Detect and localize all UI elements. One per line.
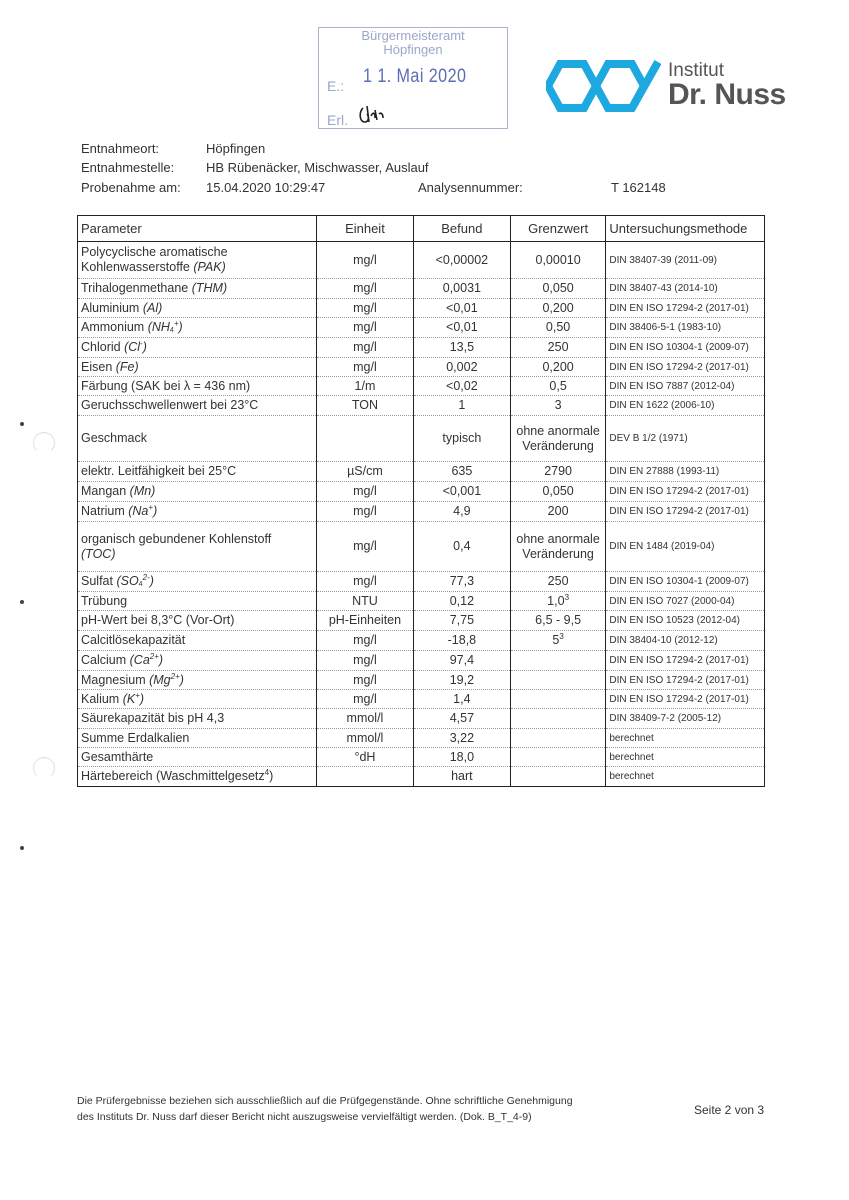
cell-parameter bbox=[78, 358, 317, 377]
stamp-erl-label: Erl. bbox=[327, 112, 348, 128]
limit-value: 2790 bbox=[544, 464, 572, 478]
table-row bbox=[78, 611, 765, 631]
footer-line2: des Instituts Dr. Nuss darf dieser Bericht nicht auszugsweise vervielfältigt werden. (Dok. B_T_4-9) bbox=[77, 1111, 532, 1123]
cell-limit bbox=[510, 502, 606, 522]
cell-method: DIN 38407-43 (2014-10) bbox=[606, 279, 765, 299]
limit-value: 1,0 bbox=[547, 593, 565, 608]
logo-line1: Institut bbox=[668, 60, 724, 81]
cell-parameter bbox=[78, 462, 317, 482]
cell-unit: mg/l bbox=[316, 279, 413, 299]
cell-unit: mmol/l bbox=[316, 709, 413, 729]
parameter-name: pH-Wert bei 8,3°C (Vor-Ort) bbox=[81, 613, 235, 627]
table-row bbox=[78, 299, 765, 318]
cell-unit: mg/l bbox=[316, 671, 413, 690]
punch-hole-arc bbox=[33, 757, 55, 779]
parameter-name: Magnesium bbox=[81, 672, 150, 687]
location-label: Entnahmeort: bbox=[81, 141, 160, 156]
stamp-office bbox=[319, 29, 507, 57]
cell-limit bbox=[510, 242, 606, 279]
cell-result: 0,4 bbox=[413, 522, 510, 572]
institute-logo bbox=[546, 58, 796, 114]
parameter-name: Trübung bbox=[81, 593, 128, 608]
formula-close: ) bbox=[178, 320, 183, 334]
page-number: Seite 2 von 3 bbox=[694, 1103, 765, 1117]
cell-limit bbox=[510, 729, 606, 748]
limit-value: 5 bbox=[552, 633, 560, 647]
parameter-name: Trihalogenmethane bbox=[81, 281, 192, 295]
cell-limit bbox=[510, 279, 606, 299]
cell-parameter bbox=[78, 396, 317, 416]
header-method: Untersuchungsmethode bbox=[606, 216, 765, 242]
cell-unit: pH-Einheiten bbox=[316, 611, 413, 631]
parameter-formula: (Mn) bbox=[129, 484, 156, 498]
formula-close: ) bbox=[142, 340, 147, 354]
cell-method: DIN EN ISO 17294-2 (2017-01) bbox=[606, 299, 765, 318]
formula-superscript: + bbox=[148, 503, 154, 512]
cell-method: DIN EN ISO 17294-2 (2017-01) bbox=[606, 671, 765, 690]
cell-result: 19,2 bbox=[413, 671, 510, 690]
table-row bbox=[78, 690, 765, 709]
cell-method: DEV B 1/2 (1971) bbox=[606, 416, 765, 462]
cell-result: hart bbox=[413, 767, 510, 787]
cell-limit bbox=[510, 299, 606, 318]
cell-parameter bbox=[78, 767, 317, 787]
cell-result: <0,00002 bbox=[413, 242, 510, 279]
cell-unit: mg/l bbox=[316, 502, 413, 522]
analysis-label: Analysennummer: bbox=[418, 180, 523, 195]
cell-method: DIN EN ISO 17294-2 (2017-01) bbox=[606, 690, 765, 709]
formula-subscript: 4 bbox=[138, 581, 143, 588]
parameter-name: Polycyclische aromatische bbox=[81, 245, 228, 259]
cell-result: -18,8 bbox=[413, 631, 510, 651]
cell-limit bbox=[510, 358, 606, 377]
cell-limit bbox=[510, 709, 606, 729]
parameter-name: Mangan bbox=[81, 484, 130, 498]
parameter-formula: (Cl bbox=[124, 340, 141, 354]
cell-parameter bbox=[78, 416, 317, 462]
cell-method: berechnet bbox=[606, 748, 765, 767]
formula-superscript: + bbox=[135, 690, 140, 700]
cell-unit: TON bbox=[316, 396, 413, 416]
cell-result: <0,02 bbox=[413, 377, 510, 396]
cell-parameter bbox=[78, 299, 317, 318]
cell-parameter bbox=[78, 482, 317, 502]
parameter-name: Säurekapazität bis pH 4,3 bbox=[81, 711, 225, 725]
table-row bbox=[78, 396, 765, 416]
cell-result: 7,75 bbox=[413, 611, 510, 631]
cell-method: DIN 38409-7-2 (2005-12) bbox=[606, 709, 765, 729]
cell-method: DIN 38407-39 (2011-09) bbox=[606, 242, 765, 279]
limit-footnote: 3 bbox=[559, 632, 564, 641]
limit-value: ohne anormale bbox=[516, 423, 600, 438]
cell-result: 1 bbox=[413, 396, 510, 416]
cell-parameter bbox=[78, 502, 317, 522]
cell-parameter bbox=[78, 592, 317, 611]
parameter-name: Aluminium bbox=[81, 300, 143, 315]
formula-close: ) bbox=[139, 691, 145, 706]
cell-unit: mg/l bbox=[316, 482, 413, 502]
table-row bbox=[78, 572, 765, 592]
cell-result: 4,57 bbox=[413, 709, 510, 729]
table-row bbox=[78, 279, 765, 299]
date-label: Probenahme am: bbox=[81, 180, 181, 195]
table-row bbox=[78, 651, 765, 671]
stamp-e-label: E.: bbox=[327, 78, 345, 94]
limit-value: ohne anormale bbox=[516, 531, 600, 546]
limit-value: 3 bbox=[554, 398, 562, 412]
parameter-name: Calcitlösekapazität bbox=[81, 633, 186, 647]
parameter-name: Eisen bbox=[81, 359, 116, 374]
punch-dot-mark bbox=[20, 422, 24, 426]
cell-method: DIN EN 1622 (2006-10) bbox=[606, 396, 765, 416]
parameter-name: Geruchsschwellenwert bei 23°C bbox=[81, 398, 259, 412]
cell-result: 18,0 bbox=[413, 748, 510, 767]
header-result: Befund bbox=[413, 216, 510, 242]
cell-limit bbox=[510, 631, 606, 651]
cell-parameter bbox=[78, 690, 317, 709]
cell-method: berechnet bbox=[606, 729, 765, 748]
parameter-formula: (Al) bbox=[142, 300, 163, 315]
parameter-name-line2: Kohlenwasserstoffe bbox=[81, 260, 194, 274]
parameter-formula: (THM) bbox=[191, 281, 228, 295]
cell-unit bbox=[316, 416, 413, 462]
parameter-formula: (Fe) bbox=[115, 359, 139, 374]
cell-parameter bbox=[78, 242, 317, 279]
cell-unit: NTU bbox=[316, 592, 413, 611]
cell-unit: °dH bbox=[316, 748, 413, 767]
limit-value: 6,5 - 9,5 bbox=[535, 613, 582, 627]
limit-value: 250 bbox=[547, 574, 569, 588]
cell-result: typisch bbox=[413, 416, 510, 462]
header-unit: Einheit bbox=[316, 216, 413, 242]
cell-limit bbox=[510, 592, 606, 611]
parameter-name: Natrium bbox=[81, 504, 129, 518]
table-row bbox=[78, 462, 765, 482]
limit-value: 0,050 bbox=[542, 484, 574, 498]
parameter-name: Sulfat bbox=[81, 574, 117, 588]
cell-result: 1,4 bbox=[413, 690, 510, 709]
parameter-formula: (Ca bbox=[129, 653, 150, 667]
table-row bbox=[78, 416, 765, 462]
cell-method: DIN EN ISO 17294-2 (2017-01) bbox=[606, 482, 765, 502]
table-body bbox=[78, 242, 765, 787]
stamp-office-line2: Höpfingen bbox=[383, 42, 443, 57]
cell-unit: mg/l bbox=[316, 631, 413, 651]
cell-limit bbox=[510, 671, 606, 690]
table-row bbox=[78, 522, 765, 572]
limit-value-line2: Veränderung bbox=[522, 546, 594, 561]
cell-method: DIN EN ISO 17294-2 (2017-01) bbox=[606, 358, 765, 377]
cell-result: 77,3 bbox=[413, 572, 510, 592]
table-row bbox=[78, 482, 765, 502]
formula-superscript: 2+ bbox=[170, 671, 180, 681]
cell-method: DIN EN ISO 10304-1 (2009-07) bbox=[606, 338, 765, 358]
cell-result: 3,22 bbox=[413, 729, 510, 748]
cell-result: <0,001 bbox=[413, 482, 510, 502]
cell-limit bbox=[510, 377, 606, 396]
cell-parameter bbox=[78, 279, 317, 299]
cell-parameter bbox=[78, 611, 317, 631]
hexagon-logo-icon bbox=[546, 58, 661, 114]
parameter-formula: (PAK) bbox=[193, 260, 226, 274]
footnote-ref: 4 bbox=[264, 768, 270, 777]
cell-parameter bbox=[78, 377, 317, 396]
received-stamp bbox=[318, 27, 508, 129]
date-value: 15.04.2020 10:29:47 bbox=[206, 180, 326, 195]
cell-unit: mg/l bbox=[316, 651, 413, 671]
limit-value-line2: Veränderung bbox=[522, 438, 594, 453]
cell-limit bbox=[510, 338, 606, 358]
footer-line1: Die Prüfergebnisse beziehen sich ausschließlich auf die Prüfgegenstände. Ohne schriftliche Genehmigung bbox=[77, 1095, 573, 1107]
parameter-formula: (NH bbox=[147, 320, 170, 334]
parameter-name: Geschmack bbox=[81, 431, 147, 445]
cell-parameter bbox=[78, 651, 317, 671]
cell-limit bbox=[510, 690, 606, 709]
parameter-formula: (SO bbox=[116, 574, 139, 588]
cell-result: <0,01 bbox=[413, 318, 510, 338]
table-row bbox=[78, 377, 765, 396]
cell-method: DIN EN ISO 10304-1 (2009-07) bbox=[606, 572, 765, 592]
cell-limit bbox=[510, 611, 606, 631]
formula-close: ) bbox=[179, 672, 184, 687]
limit-value: 0,00010 bbox=[535, 252, 581, 267]
cell-result: 0,002 bbox=[413, 358, 510, 377]
table-row bbox=[78, 748, 765, 767]
parameter-name: Färbung (SAK bei λ = 436 nm) bbox=[81, 378, 251, 393]
table-row bbox=[78, 631, 765, 651]
parameter-name: organisch gebundener Kohlenstoff bbox=[81, 531, 272, 546]
cell-limit bbox=[510, 396, 606, 416]
formula-superscript: - bbox=[140, 339, 143, 348]
cell-limit bbox=[510, 482, 606, 502]
cell-result: <0,01 bbox=[413, 299, 510, 318]
cell-parameter bbox=[78, 671, 317, 690]
logo-line2: Dr. Nuss bbox=[668, 78, 786, 111]
cell-limit bbox=[510, 462, 606, 482]
cell-parameter bbox=[78, 522, 317, 572]
limit-value: 0,200 bbox=[542, 359, 574, 374]
location-value: Höpfingen bbox=[206, 141, 266, 156]
punch-dot-mark bbox=[20, 600, 24, 604]
formula-close: ) bbox=[149, 574, 154, 588]
table-row bbox=[78, 338, 765, 358]
cell-unit: mmol/l bbox=[316, 729, 413, 748]
table-row bbox=[78, 767, 765, 787]
cell-parameter bbox=[78, 709, 317, 729]
limit-value: 250 bbox=[547, 340, 569, 354]
table-row bbox=[78, 358, 765, 377]
cell-unit: 1/m bbox=[316, 377, 413, 396]
cell-unit: µS/cm bbox=[316, 462, 413, 482]
cell-method: DIN EN ISO 10523 (2012-04) bbox=[606, 611, 765, 631]
cell-method: DIN EN ISO 7027 (2000-04) bbox=[606, 592, 765, 611]
parameter-name: Gesamthärte bbox=[81, 749, 154, 764]
cell-result: 97,4 bbox=[413, 651, 510, 671]
cell-parameter bbox=[78, 748, 317, 767]
cell-method: DIN EN ISO 7887 (2012-04) bbox=[606, 377, 765, 396]
limit-value: 0,5 bbox=[549, 378, 567, 393]
cell-method: berechnet bbox=[606, 767, 765, 787]
cell-parameter bbox=[78, 572, 317, 592]
cell-method: DIN EN 1484 (2019-04) bbox=[606, 522, 765, 572]
cell-method: DIN 38406-5-1 (1983-10) bbox=[606, 318, 765, 338]
site-label: Entnahmestelle: bbox=[81, 160, 175, 175]
cell-limit bbox=[510, 318, 606, 338]
table-header-row bbox=[78, 216, 765, 242]
cell-method: DIN 38404-10 (2012-12) bbox=[606, 631, 765, 651]
cell-unit: mg/l bbox=[316, 522, 413, 572]
cell-method: DIN EN ISO 17294-2 (2017-01) bbox=[606, 502, 765, 522]
cell-limit bbox=[510, 522, 606, 572]
limit-value: 200 bbox=[547, 504, 569, 518]
punch-hole-arc bbox=[33, 432, 55, 454]
cell-unit: mg/l bbox=[316, 318, 413, 338]
cell-unit: mg/l bbox=[316, 299, 413, 318]
parameter-name: Ammonium bbox=[81, 320, 148, 334]
formula-close: ) bbox=[153, 504, 158, 518]
cell-parameter bbox=[78, 318, 317, 338]
parameter-formula: (TOC) bbox=[81, 546, 116, 561]
stamp-date: 1 1. Mai 2020 bbox=[363, 66, 467, 87]
parameter-name: Summe Erdalkalien bbox=[81, 730, 190, 745]
limit-value: 0,200 bbox=[542, 300, 574, 315]
formula-close: ) bbox=[158, 653, 164, 667]
cell-parameter bbox=[78, 631, 317, 651]
cell-method: DIN EN ISO 17294-2 (2017-01) bbox=[606, 651, 765, 671]
table-row bbox=[78, 242, 765, 279]
formula-superscript: 2- bbox=[142, 573, 150, 582]
cell-method: DIN EN 27888 (1993-11) bbox=[606, 462, 765, 482]
header-limit: Grenzwert bbox=[510, 216, 606, 242]
handwritten-signature bbox=[357, 102, 387, 126]
limit-footnote: 3 bbox=[564, 592, 570, 602]
limit-value: 0,050 bbox=[542, 281, 574, 295]
parameter-name: Kalium bbox=[81, 691, 123, 706]
header-parameter: Parameter bbox=[78, 216, 317, 242]
formula-subscript: 4 bbox=[169, 327, 174, 334]
limit-value: 0,50 bbox=[545, 320, 571, 334]
cell-result: 635 bbox=[413, 462, 510, 482]
parameter-name: Calcium bbox=[81, 653, 130, 667]
parameter-formula: (Mg bbox=[149, 672, 171, 687]
table-row bbox=[78, 502, 765, 522]
cell-unit bbox=[316, 767, 413, 787]
parameter-name: elektr. Leitfähigkeit bei 25°C bbox=[81, 464, 237, 478]
table-row bbox=[78, 592, 765, 611]
cell-parameter bbox=[78, 729, 317, 748]
param-close: ) bbox=[269, 769, 274, 783]
analysis-value: T 162148 bbox=[611, 180, 666, 195]
footer-disclaimer bbox=[77, 1093, 657, 1125]
formula-superscript: + bbox=[173, 319, 179, 328]
cell-result: 4,9 bbox=[413, 502, 510, 522]
cell-result: 0,0031 bbox=[413, 279, 510, 299]
cell-result: 13,5 bbox=[413, 338, 510, 358]
cell-unit: mg/l bbox=[316, 690, 413, 709]
cell-parameter bbox=[78, 338, 317, 358]
cell-unit: mg/l bbox=[316, 242, 413, 279]
parameter-formula: (Na bbox=[128, 504, 149, 518]
cell-unit: mg/l bbox=[316, 338, 413, 358]
cell-unit: mg/l bbox=[316, 572, 413, 592]
table-row bbox=[78, 671, 765, 690]
cell-result: 0,12 bbox=[413, 592, 510, 611]
stamp-office-line1: Bürgermeisteramt bbox=[361, 28, 465, 43]
cell-limit bbox=[510, 651, 606, 671]
table-row bbox=[78, 709, 765, 729]
site-value: HB Rübenäcker, Mischwasser, Auslauf bbox=[206, 160, 429, 175]
formula-superscript: 2+ bbox=[149, 652, 159, 661]
cell-limit bbox=[510, 572, 606, 592]
cell-unit: mg/l bbox=[316, 358, 413, 377]
table-row bbox=[78, 729, 765, 748]
parameter-name: Härtebereich (Waschmittelgesetz bbox=[81, 769, 265, 783]
cell-limit bbox=[510, 748, 606, 767]
parameter-name: Chlorid bbox=[81, 340, 125, 354]
cell-limit bbox=[510, 416, 606, 462]
punch-dot-mark bbox=[20, 846, 24, 850]
parameter-formula: (K bbox=[122, 691, 136, 706]
cell-limit bbox=[510, 767, 606, 787]
table-row bbox=[78, 318, 765, 338]
results-table bbox=[77, 215, 765, 787]
